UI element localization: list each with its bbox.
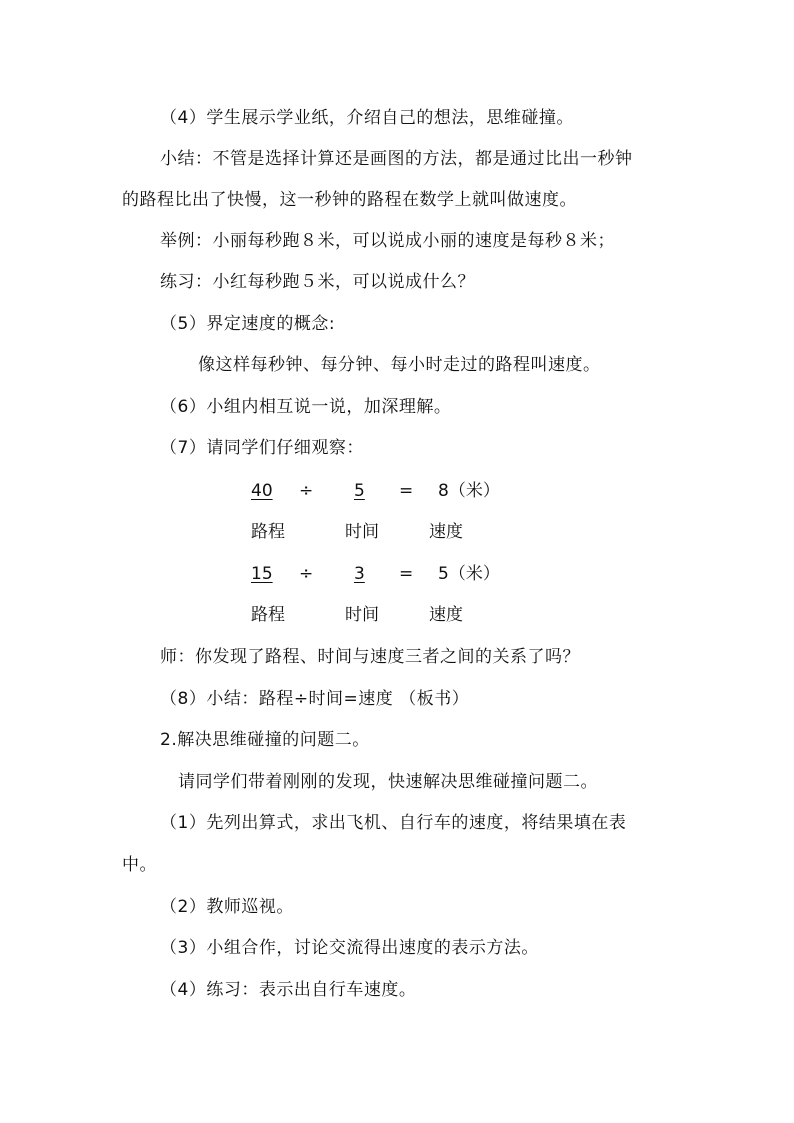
paragraph-task-4: （4）练习：表示出自行车速度。 <box>160 980 417 1000</box>
paragraph-step-7: （7）请同学们仔细观察： <box>160 438 364 458</box>
paragraph-teacher-question: 师：你发现了路程、时间与速度三者之间的关系了吗？ <box>160 647 580 667</box>
equation-1-divide-sign: ÷ <box>299 481 314 501</box>
paragraph-step-8: （8）小结：路程÷时间=速度 （板书） <box>160 689 470 709</box>
equation-2-equals-sign: = <box>399 564 414 584</box>
paragraph-instruction: 请同学们带着刚刚的发现，快速解决思维碰撞问题二。 <box>178 772 598 792</box>
paragraph-task-3: （3）小组合作，讨论交流得出速度的表示方法。 <box>160 938 539 958</box>
section-heading-2: 2.解决思维碰撞的问题二。 <box>160 730 370 750</box>
equation-1-distance: 40 <box>251 481 273 501</box>
equation-2-result: 5（米） <box>438 564 500 584</box>
equation-2-label-distance: 路程 <box>251 605 285 625</box>
paragraph-step-4: （4）学生展示学业纸，介绍自己的想法，思维碰撞。 <box>160 108 574 128</box>
paragraph-task-2: （2）教师巡视。 <box>160 897 294 917</box>
equation-1-equals-sign: = <box>399 481 414 501</box>
paragraph-summary-line-1: 小结：不管是选择计算还是画图的方法，都是通过比出一秒钟 <box>160 149 633 169</box>
equation-1-label-time: 时间 <box>345 522 379 542</box>
paragraph-step-5: （5）界定速度的概念: <box>160 314 336 334</box>
paragraph-example: 举例：小丽每秒跑８米，可以说成小丽的速度是每秒８米； <box>160 231 615 251</box>
equation-1-time: 5 <box>354 481 365 501</box>
equation-1-label-speed: 速度 <box>429 522 463 542</box>
equation-2-label-time: 时间 <box>345 605 379 625</box>
paragraph-practice: 练习：小红每秒跑５米，可以说成什么？ <box>160 272 475 292</box>
paragraph-summary-line-2: 的路程比出了快慢，这一秒钟的路程在数学上就叫做速度。 <box>122 190 577 210</box>
equation-1-label-distance: 路程 <box>251 522 285 542</box>
paragraph-task-1-line-2: 中。 <box>122 855 157 875</box>
equation-2-time: 3 <box>354 564 365 584</box>
paragraph-step-6: （6）小组内相互说一说，加深理解。 <box>160 397 452 417</box>
paragraph-speed-definition: 像这样每秒钟、每分钟、每小时走过的路程叫速度。 <box>198 355 601 375</box>
paragraph-task-1-line-1: （1）先列出算式，求出飞机、自行车的速度，将结果填在表 <box>160 813 627 833</box>
equation-1-result: 8（米） <box>438 481 500 501</box>
equation-2-divide-sign: ÷ <box>299 564 314 584</box>
equation-2-label-speed: 速度 <box>429 605 463 625</box>
equation-2-distance: 15 <box>251 564 273 584</box>
